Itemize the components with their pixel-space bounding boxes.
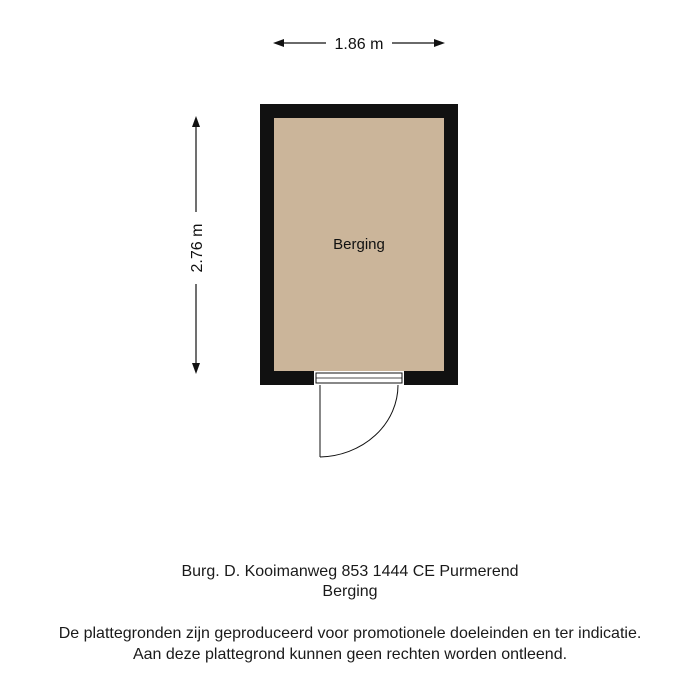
arrow-down-icon [192,363,200,374]
door [320,385,398,457]
arrow-left-icon [273,39,284,47]
room-berging [260,104,458,385]
arrow-right-icon [434,39,445,47]
floor-caption: Berging [322,583,378,600]
width-dimension [273,36,445,53]
depth-dimension-label: 2.76 m [189,223,206,273]
address-caption: Burg. D. Kooimanweg 853 1444 CE Purmerend [181,563,519,580]
width-dimension-label: 1.86 m [334,36,384,53]
disclaimer-line-2: Aan deze plattegrond kunnen geen rechten worden ontleend. [132,646,568,663]
arrow-up-icon [192,116,200,127]
door-swing-arc [320,385,398,457]
depth-dimension [189,116,206,374]
room-label: Berging [333,236,385,253]
disclaimer-line-1: De plattegronden zijn geproduceerd voor promotionele doeleinden en ter indicatie. [58,625,642,642]
